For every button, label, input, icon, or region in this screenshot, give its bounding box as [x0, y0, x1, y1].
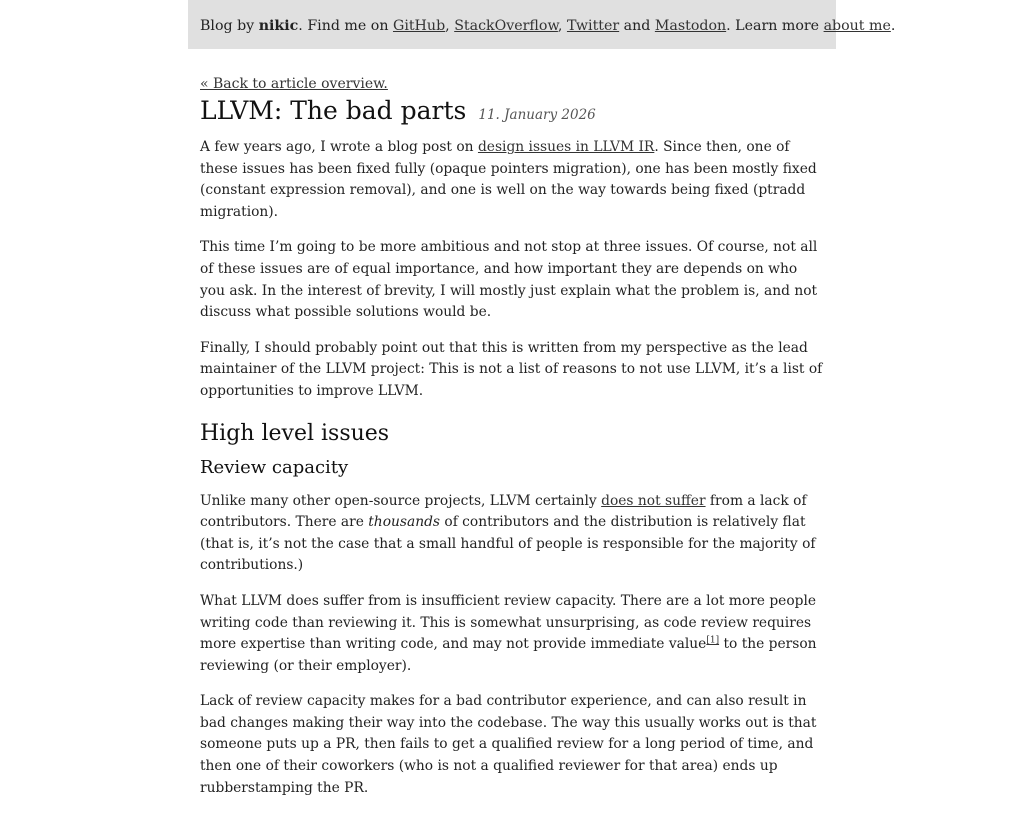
footnote-1-link[interactable]: [1]: [706, 635, 720, 646]
paragraph-text: What LLVM does suffer from is insufficient review capacity. There are a lot more people writing code than reviewing it. This is somewhat unsurprising, as code review requires more expertise than writing code, and may not provide immediate value: [200, 592, 817, 653]
paragraph-text: . Since then, one of these issues has been fixed fully (opaque pointers migration), one has been mostly fixed (constant expression removal), and one is well on the way towards being fixed (ptradd migration).: [200, 139, 817, 220]
paragraph-5: [200, 591, 826, 677]
paragraph-text: of contributors and the distribution is relatively flat (that is, it’s not the case that a small handful of people is responsible for the majority of contributions.): [200, 514, 816, 574]
header-find-me: . Find me on: [298, 18, 393, 34]
paragraph-2: This time I’m going to be more ambitious and not stop at three issues. Of course, not all of these issues are of equal importance, and how important they are depends on who you ask. In the interest of brevity, I will mostly just explain what the problem is, and not discuss what possible solutions would be.: [200, 239, 818, 321]
mastodon-link[interactable]: Mastodon: [654, 18, 727, 34]
does-not-suffer-link[interactable]: does not suffer: [601, 492, 706, 509]
about-me-link[interactable]: about me: [823, 18, 891, 34]
header-and: and: [619, 18, 655, 34]
github-link[interactable]: GitHub: [392, 18, 446, 34]
back-to-overview-link[interactable]: « Back to article overview.: [200, 76, 388, 92]
emphasis-thousands: thousands: [368, 514, 440, 531]
design-issues-link[interactable]: design issues in LLVM IR: [477, 139, 655, 155]
header-sep: ,: [557, 18, 567, 34]
paragraph-text: Unlike many other open-source projects, LLVM certainly: [200, 492, 602, 509]
article-date: 11. January 2026: [478, 107, 596, 123]
paragraph-3: Finally, I should probably point out that this is written from my perspective as the lead maintainer of the LLVM project: This is not a list of reasons to not use LLVM, it’s a list of opportunities to improve LLVM.: [200, 339, 823, 399]
paragraph-text: A few years ago, I wrote a blog post on: [200, 139, 478, 155]
article-title: LLVM: The bad parts: [200, 96, 467, 125]
paragraph-text: from a lack of contributors. There are: [200, 492, 807, 531]
blog-header: [188, 0, 896, 49]
author-name: nikic: [258, 18, 299, 34]
header-sep: ,: [445, 18, 455, 34]
stackoverflow-link[interactable]: StackOverflow: [454, 18, 558, 34]
intro-paragraph: [200, 137, 826, 223]
footnote-ref: [706, 636, 719, 646]
title-row: [200, 94, 826, 128]
paragraph-6: Lack of review capacity makes for a bad contributor experience, and can also result in bad changes making their way into the codebase. The way this usually works out is that someone puts up a PR, then fails to get a qualified review for a long period of time, and then one of their coworkers (who is not a qualified reviewer for that area) ends up rubberstamping the PR.: [200, 693, 817, 796]
twitter-link[interactable]: Twitter: [566, 18, 620, 34]
article: [200, 74, 826, 813]
section-heading-high-level-issues: High level issues: [200, 420, 390, 446]
header-learn-more: . Learn more: [726, 18, 824, 34]
header-prefix: Blog by: [200, 18, 259, 34]
paragraph-text: to the person reviewing (or their employer).: [200, 636, 817, 674]
paragraph-4: [200, 491, 826, 577]
header-end: .: [890, 18, 896, 34]
subsection-heading-review-capacity: Review capacity: [200, 456, 349, 478]
